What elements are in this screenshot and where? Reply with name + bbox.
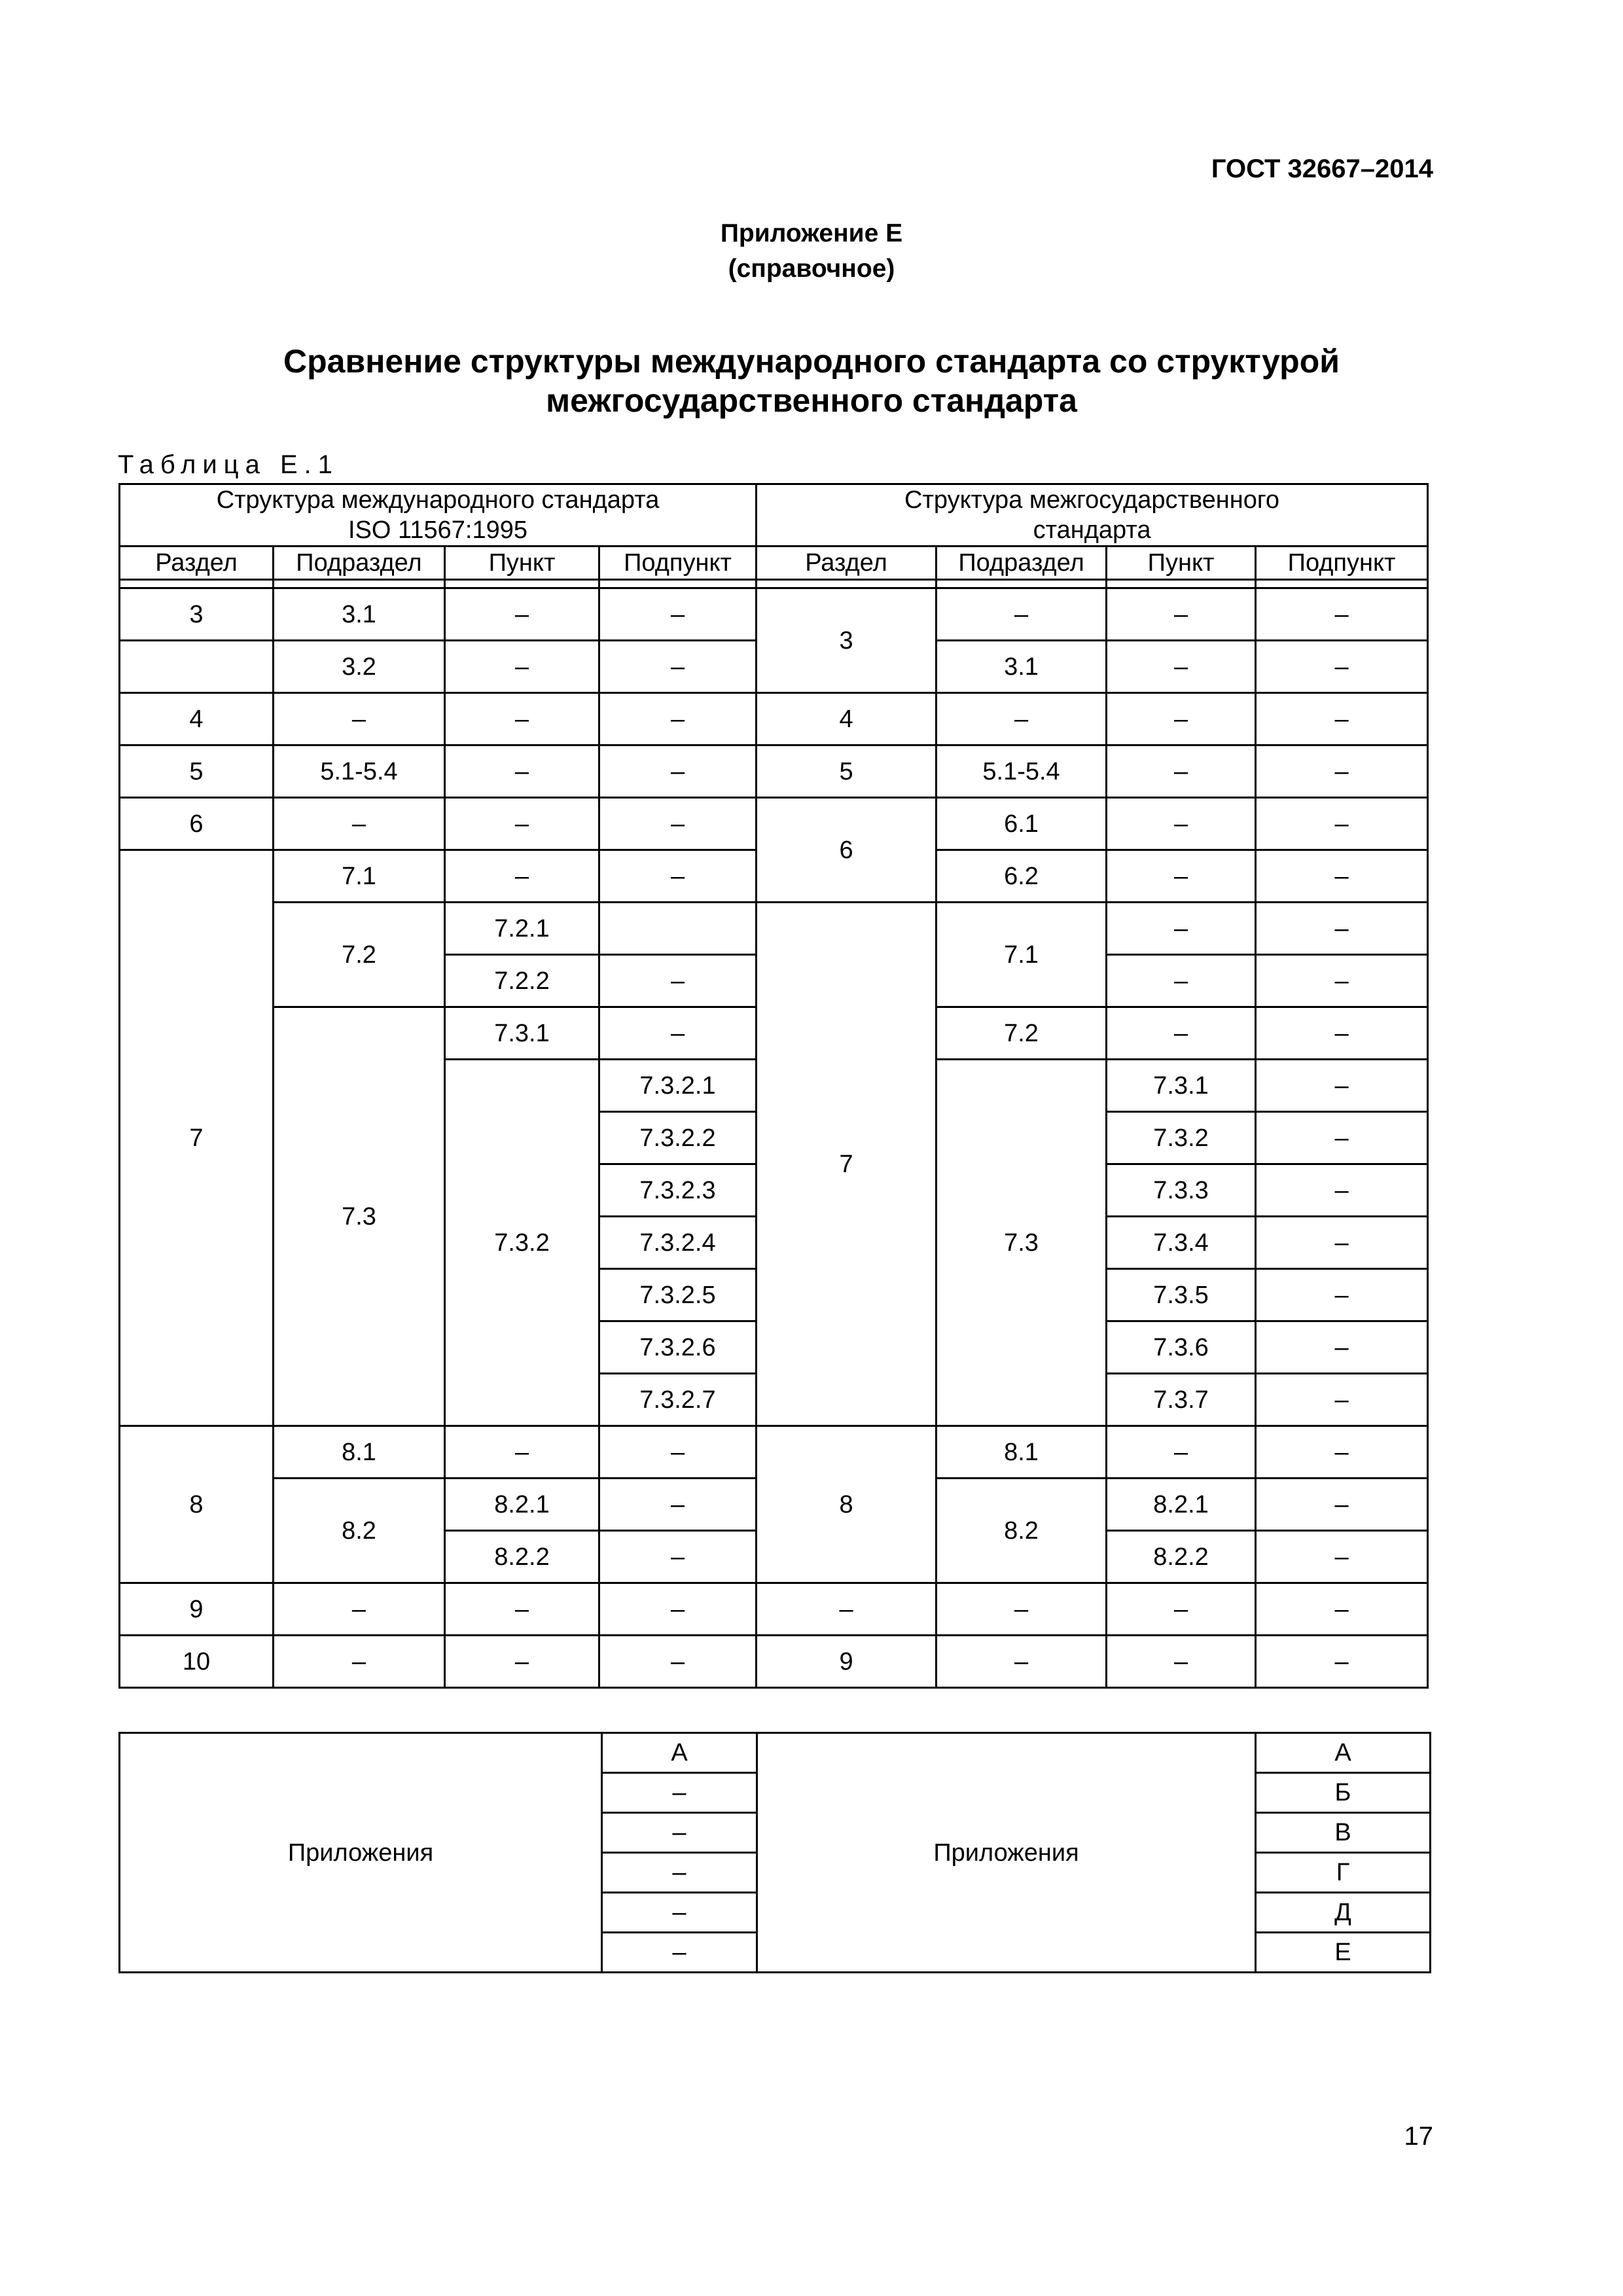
table-cell: – xyxy=(1107,641,1256,693)
table-cell: – xyxy=(936,1583,1107,1636)
table-row xyxy=(120,745,1428,798)
table-cell: – xyxy=(1107,955,1256,1007)
table-cell: 4 xyxy=(120,693,274,745)
table-row xyxy=(120,693,1428,745)
table-cell: – xyxy=(1256,1164,1428,1217)
table-cell: 7.3.2 xyxy=(1107,1112,1256,1164)
table-cell: 5.1-5.4 xyxy=(274,745,445,798)
appendix-cell: А xyxy=(1256,1733,1431,1773)
table-cell: – xyxy=(445,850,599,903)
table-cell: – xyxy=(1256,1426,1428,1479)
table-cell: – xyxy=(445,1583,599,1636)
appendix-row xyxy=(120,1733,1431,1773)
table-cell: 5.1-5.4 xyxy=(936,745,1107,798)
appendices-label-interstate: Приложения xyxy=(757,1733,1256,1973)
table-cell: – xyxy=(445,1426,599,1479)
column-header: Раздел xyxy=(120,547,274,580)
table-cell: – xyxy=(599,850,757,903)
table-cell: 8.1 xyxy=(936,1426,1107,1479)
table-cell: – xyxy=(274,1583,445,1636)
table-cell: – xyxy=(599,955,757,1007)
page-number: 17 xyxy=(1404,2122,1433,2151)
table-cell: – xyxy=(1256,1007,1428,1060)
table-row xyxy=(120,588,1428,641)
table-cell: – xyxy=(445,798,599,850)
table-cell: – xyxy=(599,588,757,641)
table-cell: 7.3.1 xyxy=(1107,1060,1256,1112)
table-cell: – xyxy=(1256,1269,1428,1321)
table-cell: 7.3.6 xyxy=(1107,1321,1256,1374)
table-cell: – xyxy=(445,588,599,641)
table-cell: – xyxy=(599,1531,757,1583)
appendices-table xyxy=(118,1732,1431,1973)
appendix-cell: – xyxy=(602,1893,757,1933)
table-spacer-row xyxy=(120,580,1428,588)
appendix-cell: Д xyxy=(1256,1893,1431,1933)
column-header: Подпункт xyxy=(599,547,757,580)
table-cell: 7.2 xyxy=(936,1007,1107,1060)
table-cell: 7.3.2.3 xyxy=(599,1164,757,1217)
page-title-line-2: межгосударственного стандарта xyxy=(546,382,1077,419)
table-cell: – xyxy=(599,641,757,693)
table-cell: 7 xyxy=(120,850,274,1426)
spacer-cell xyxy=(274,580,445,588)
table-cell: 7.1 xyxy=(936,903,1107,1007)
table-cell: 7.3.5 xyxy=(1107,1269,1256,1321)
table-cell: – xyxy=(1256,1112,1428,1164)
table-cell: – xyxy=(274,1636,445,1688)
table-cell: 7.3 xyxy=(274,1007,445,1426)
spacer-cell xyxy=(1256,580,1428,588)
table-cell xyxy=(599,903,757,955)
table-cell: – xyxy=(599,1426,757,1479)
column-header: Подраздел xyxy=(274,547,445,580)
table-cell: 6 xyxy=(757,798,936,903)
column-header: Подраздел xyxy=(936,547,1107,580)
appendix-title: Приложение Е xyxy=(720,219,903,247)
table-cell: – xyxy=(936,1636,1107,1688)
column-header: Пункт xyxy=(445,547,599,580)
table-cell: 8.2 xyxy=(936,1479,1107,1583)
table-cell: – xyxy=(599,1007,757,1060)
table-cell: 7.1 xyxy=(274,850,445,903)
table-cell: – xyxy=(274,693,445,745)
table-row xyxy=(120,903,1428,955)
spacer-cell xyxy=(120,580,274,588)
table-cell: 7.3.4 xyxy=(1107,1217,1256,1269)
table-cell: 3.1 xyxy=(274,588,445,641)
comparison-table xyxy=(118,483,1429,1689)
table-cell: 7.3.2.2 xyxy=(599,1112,757,1164)
table-cell: 7.3.2.4 xyxy=(599,1217,757,1269)
table-cell: 8.1 xyxy=(274,1426,445,1479)
appendix-cell: Б xyxy=(1256,1773,1431,1813)
spacer-cell xyxy=(936,580,1107,588)
table-cell: – xyxy=(1256,588,1428,641)
table-cell: – xyxy=(1107,1426,1256,1479)
table-cell: 9 xyxy=(757,1636,936,1688)
table-cell: 3.1 xyxy=(936,641,1107,693)
table-cell: 8.2.2 xyxy=(445,1531,599,1583)
table-cell: – xyxy=(445,693,599,745)
spacer-cell xyxy=(1107,580,1256,588)
table-row xyxy=(120,1583,1428,1636)
table-cell: 8.2.2 xyxy=(1107,1531,1256,1583)
table-cell: – xyxy=(1256,955,1428,1007)
appendix-status: (справочное) xyxy=(728,255,895,283)
table-cell: 5 xyxy=(757,745,936,798)
table-cell: 7.3.2 xyxy=(445,1060,599,1426)
appendices-label-international: Приложения xyxy=(120,1733,602,1973)
table-cell: 7.2 xyxy=(274,903,445,1007)
table-cell: 8 xyxy=(120,1426,274,1583)
table-cell: – xyxy=(1256,903,1428,955)
page-title-line-1: Сравнение структуры международного стандарта со структурой xyxy=(283,343,1340,380)
table-cell: 8.2.1 xyxy=(1107,1479,1256,1531)
table-cell: – xyxy=(1107,745,1256,798)
table-cell: – xyxy=(1107,1583,1256,1636)
table-cell: – xyxy=(1256,641,1428,693)
table-cell: 7.3.3 xyxy=(1107,1164,1256,1217)
table-cell: – xyxy=(599,798,757,850)
table-cell: 5 xyxy=(120,745,274,798)
appendix-cell: В xyxy=(1256,1813,1431,1853)
appendix-cell: Г xyxy=(1256,1853,1431,1893)
table-cell: – xyxy=(1256,693,1428,745)
appendix-cell: – xyxy=(602,1813,757,1853)
table-cell: 7.3.2.7 xyxy=(599,1374,757,1426)
table-cell: 8.2.1 xyxy=(445,1479,599,1531)
column-header: Раздел xyxy=(757,547,936,580)
table-cell: – xyxy=(274,798,445,850)
table-cell: 3 xyxy=(120,588,274,641)
table-cell: – xyxy=(1107,1636,1256,1688)
table-row xyxy=(120,1636,1428,1688)
table-cell: 4 xyxy=(757,693,936,745)
table-cell: – xyxy=(1256,1060,1428,1112)
table-cell: – xyxy=(1107,798,1256,850)
table-cell: 3 xyxy=(757,588,936,693)
table-cell: – xyxy=(599,693,757,745)
table-cell: 7.3.1 xyxy=(445,1007,599,1060)
document-id: ГОСТ 32667–2014 xyxy=(1211,154,1433,183)
table-cell: – xyxy=(1107,588,1256,641)
appendix-cell: – xyxy=(602,1933,757,1973)
table-cell: – xyxy=(599,1479,757,1531)
table-cell: – xyxy=(1256,1217,1428,1269)
appendix-cell: Е xyxy=(1256,1933,1431,1973)
table-cell: – xyxy=(599,745,757,798)
column-header: Подпункт xyxy=(1256,547,1428,580)
table-row xyxy=(120,798,1428,850)
table-cell: 7.2.2 xyxy=(445,955,599,1007)
table-cell: – xyxy=(1256,1321,1428,1374)
appendix-cell: – xyxy=(602,1853,757,1893)
table-cell: 8 xyxy=(757,1426,936,1583)
table-cell: – xyxy=(1256,1583,1428,1636)
page-title xyxy=(0,342,1623,420)
table-cell: 10 xyxy=(120,1636,274,1688)
table-cell: 9 xyxy=(120,1583,274,1636)
table-cell: – xyxy=(1256,1531,1428,1583)
table-cell: 7.3 xyxy=(936,1060,1107,1426)
table-cell: – xyxy=(757,1583,936,1636)
table-cell: – xyxy=(1256,1374,1428,1426)
table-column-header-row xyxy=(120,547,1428,580)
table-cell: – xyxy=(1256,798,1428,850)
table-cell: – xyxy=(936,588,1107,641)
appendix-cell: А xyxy=(602,1733,757,1773)
table-cell: 7.3.7 xyxy=(1107,1374,1256,1426)
table-group-header-row xyxy=(120,484,1428,547)
group-header-international: Структура международного стандарта ISO 11567:1995 xyxy=(120,484,757,547)
table-row xyxy=(120,1426,1428,1479)
appendix-cell: – xyxy=(602,1773,757,1813)
table-cell: 3.2 xyxy=(274,641,445,693)
table-cell: – xyxy=(445,1636,599,1688)
appendix-heading xyxy=(0,216,1623,287)
table-cell: – xyxy=(1256,1479,1428,1531)
table-cell: 6 xyxy=(120,798,274,850)
table-cell: 7.3.2.1 xyxy=(599,1060,757,1112)
table-cell: – xyxy=(1256,745,1428,798)
group-header-interstate: Структура межгосударственного стандарта xyxy=(757,484,1428,547)
table-cell: 7.3.2.5 xyxy=(599,1269,757,1321)
table-caption: Таблица Е.1 xyxy=(118,450,339,479)
table-cell xyxy=(120,641,274,693)
spacer-cell xyxy=(599,580,757,588)
table-cell: – xyxy=(445,745,599,798)
table-cell: 8.2 xyxy=(274,1479,445,1583)
spacer-cell xyxy=(757,580,936,588)
table-cell: – xyxy=(1107,1007,1256,1060)
table-cell: – xyxy=(1107,903,1256,955)
column-header: Пункт xyxy=(1107,547,1256,580)
table-cell: 7.2.1 xyxy=(445,903,599,955)
table-cell: – xyxy=(445,641,599,693)
table-cell: – xyxy=(599,1636,757,1688)
table-cell: – xyxy=(1107,850,1256,903)
table-cell: – xyxy=(936,693,1107,745)
table-cell: 6.2 xyxy=(936,850,1107,903)
table-cell: – xyxy=(599,1583,757,1636)
table-cell: – xyxy=(1256,1636,1428,1688)
table-cell: 6.1 xyxy=(936,798,1107,850)
table-cell: 7.3.2.6 xyxy=(599,1321,757,1374)
table-cell: – xyxy=(1107,693,1256,745)
table-cell: 7 xyxy=(757,903,936,1426)
table-cell: – xyxy=(1256,850,1428,903)
spacer-cell xyxy=(445,580,599,588)
